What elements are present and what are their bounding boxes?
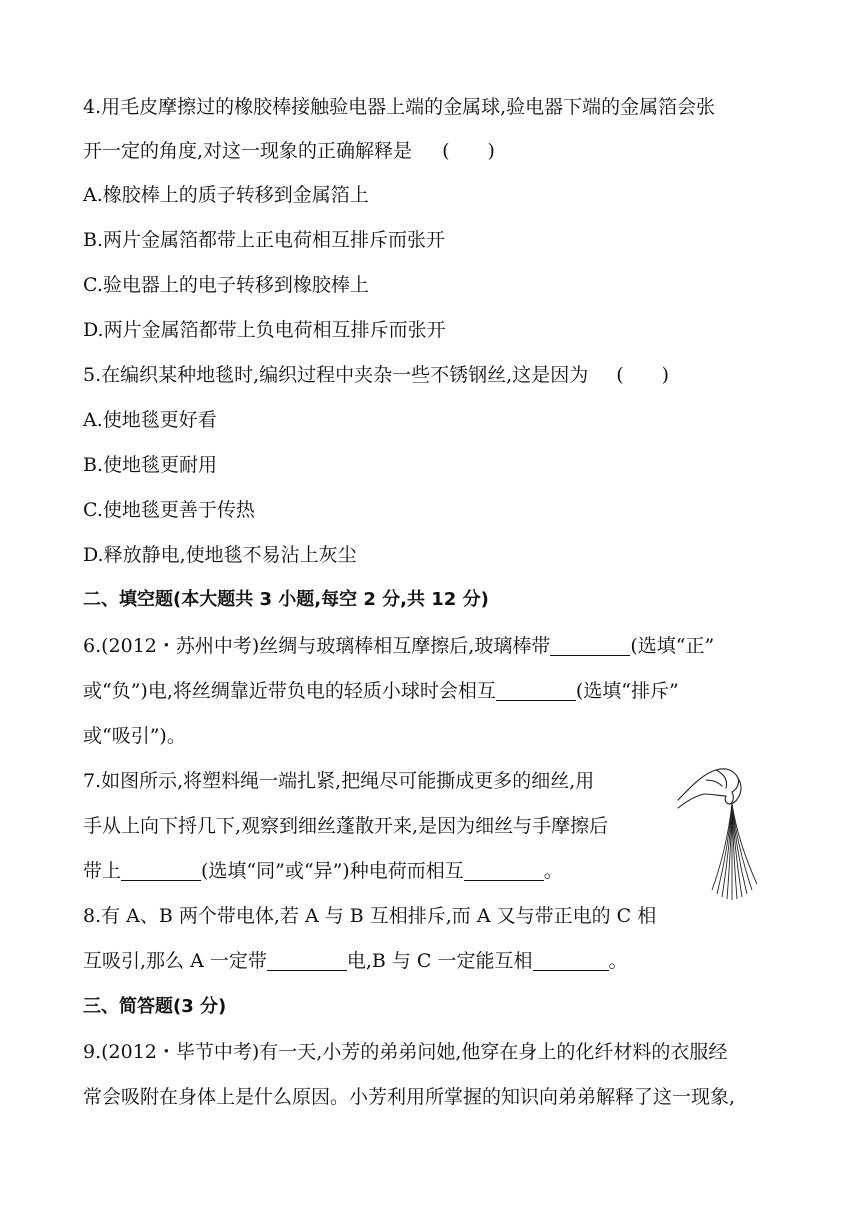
q7-line1: 7.如图所示,将塑料绳一端扎紧,把绳尽可能撕成更多的细丝,用 xyxy=(83,770,595,792)
q7-line3 xyxy=(83,857,563,885)
q8-line2-end: 。 xyxy=(608,950,628,972)
hand-pulling-plastic-strands-illustration xyxy=(676,758,776,904)
q4-stem-line1: 4.用毛皮摩擦过的橡胶棒接触验电器上端的金属球,验电器下端的金属箔会张 xyxy=(83,96,716,118)
q6-line1-suffix: (选填“正” xyxy=(630,635,715,657)
q6-line3: 或“吸引”)。 xyxy=(83,725,186,747)
hand-icon xyxy=(678,769,741,808)
q8-blank-2[interactable] xyxy=(533,950,609,971)
q5-option-c: C.使地毯更善于传热 xyxy=(83,499,255,521)
q9-line2: 常会吸附在身体上是什么原因。小芳利用所掌握的知识向弟弟解释了这一现象, xyxy=(83,1086,736,1108)
q5-stem-text: 5.在编织某种地毯时,编织过程中夹杂一些不锈钢丝,这是因为 xyxy=(83,364,589,386)
q5-option-d: D.释放静电,使地毯不易沾上灰尘 xyxy=(83,544,357,566)
q6-line1-text: 6.(2012・苏州中考)丝绸与玻璃棒相互摩擦后,玻璃棒带 xyxy=(83,635,551,657)
q4-option-c: C.验电器上的电子转移到橡胶棒上 xyxy=(83,274,369,296)
q7-line3-mid: (选填“同”或“异”)种电荷而相互 xyxy=(201,860,464,882)
q5-answer-bracket: ( ) xyxy=(616,364,670,386)
q4-option-a: A.橡胶棒上的质子转移到金属箔上 xyxy=(83,184,369,206)
q5-option-b: B.使地毯更耐用 xyxy=(83,454,218,476)
q7-line3-end: 。 xyxy=(543,860,563,882)
plastic-strands xyxy=(712,804,757,900)
q8-line2-mid: 电,B 与 C 一定能互相 xyxy=(346,950,533,972)
q6-blank-2[interactable] xyxy=(496,680,576,701)
q4-option-b: B.两片金属箔都带上正电荷相互排斥而张开 xyxy=(83,229,446,251)
q4-stem-text: 开一定的角度,对这一现象的正确解释是 xyxy=(83,140,413,162)
q8-blank-1[interactable] xyxy=(267,950,347,971)
q4-option-d: D.两片金属箔都带上负电荷相互排斥而张开 xyxy=(83,319,446,341)
q5-stem-line1 xyxy=(83,361,669,389)
q6-line1 xyxy=(83,632,714,660)
q7-line3-text: 带上 xyxy=(83,860,122,882)
q8-line2 xyxy=(83,947,628,975)
section-2-heading: 二、填空题(本大题共 3 小题,每空 2 分,共 12 分) xyxy=(83,589,489,610)
q6-line2-suffix: (选填“排斥” xyxy=(575,680,679,702)
q7-line2: 手从上向下捋几下,观察到细丝蓬散开来,是因为细丝与手摩擦后 xyxy=(83,815,609,837)
q5-option-a: A.使地毯更好看 xyxy=(83,409,217,431)
q7-blank-2[interactable] xyxy=(464,860,544,881)
q4-answer-bracket: ( ) xyxy=(442,140,495,162)
q9-line1: 9.(2012・毕节中考)有一天,小芳的弟弟问她,他穿在身上的化纤材料的衣服经 xyxy=(83,1041,728,1063)
q8-line1: 8.有 A、B 两个带电体,若 A 与 B 互相排斥,而 A 又与带正电的 C 相 xyxy=(83,905,657,927)
q4-stem-line2 xyxy=(83,137,495,165)
q6-line2 xyxy=(83,677,679,705)
q6-line2-text: 或“负”)电,将丝绸靠近带负电的轻质小球时会相互 xyxy=(83,680,496,702)
section-3-heading: 三、简答题(3 分) xyxy=(83,996,227,1017)
q8-line2-text: 互吸引,那么 A 一定带 xyxy=(83,950,267,972)
q7-blank-1[interactable] xyxy=(121,860,201,881)
q6-blank-1[interactable] xyxy=(550,635,630,656)
